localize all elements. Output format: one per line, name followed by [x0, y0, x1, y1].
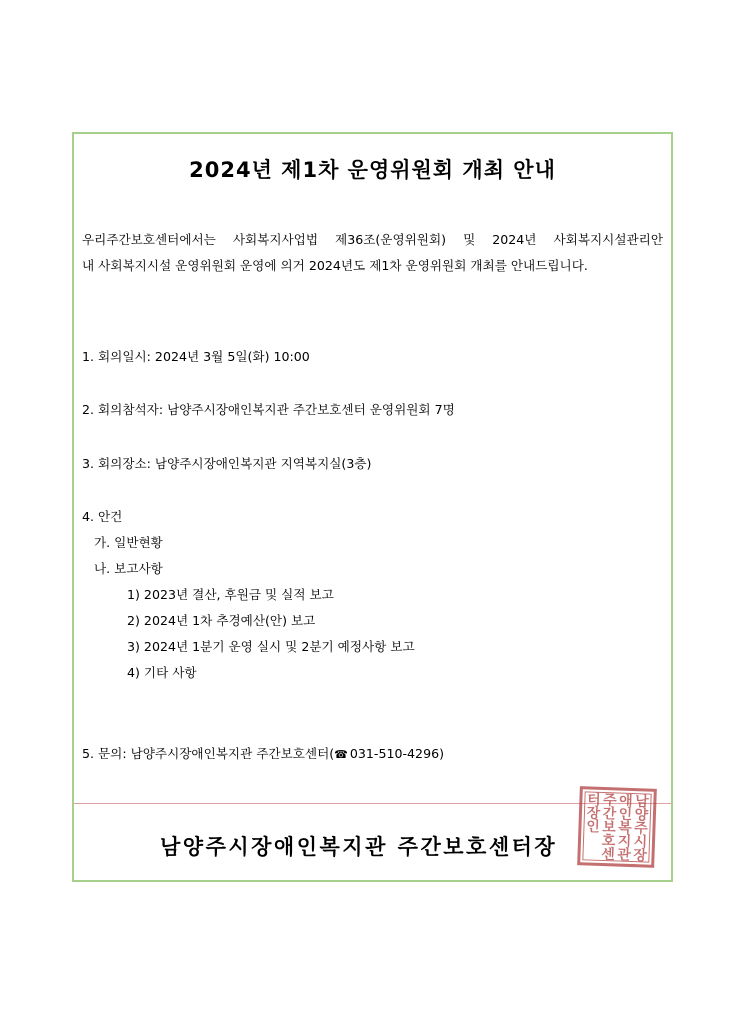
seal-character: 지	[617, 833, 632, 851]
phone-icon: ☎	[334, 748, 348, 761]
seal-character: 터	[586, 791, 601, 809]
seal-character: 장	[586, 805, 601, 822]
seal-character: 관	[616, 847, 632, 864]
report-item: 2) 2024년 1차 추경예산(안) 보고	[127, 613, 316, 628]
seal-character: 복	[617, 820, 633, 837]
item-location: 3. 회의장소: 남양주시장애인복지관 지역복지실(3층)	[82, 456, 372, 471]
item-meeting-date: 1. 회의일시: 2024년 3월 5일(화) 10:00	[82, 349, 310, 364]
item-attendees: 2. 회의참석자: 남양주시장애인복지관 주간보호센터 운영위원회 7명	[82, 402, 455, 417]
item-contact	[82, 743, 444, 762]
report-item: 3) 2024년 1분기 운영 실시 및 2분기 예정사항 보고	[127, 639, 415, 654]
seal-character: 애	[618, 793, 633, 810]
seal-character: 주	[602, 792, 617, 809]
seal-character: 남	[634, 793, 649, 811]
contact-label: 5. 문의: 남양주시장애인복지관 주간보호센터(	[82, 746, 335, 761]
notice-title: 2024년 제1차 운영위원회 개최 안내	[189, 158, 556, 182]
agenda-general-status: 가. 일반현황	[94, 535, 163, 550]
signature: 남양주시장애인복지관 주간보호센터장	[160, 835, 558, 859]
official-seal	[576, 785, 659, 870]
seal-character: 장	[632, 847, 648, 865]
report-item: 4) 기타 사항	[127, 665, 197, 680]
intro-line-2: 내 사회복지시설 운영위원회 운영에 의거 2024년도 제1차 운영위원회 개최를 안내드립니다.	[82, 258, 588, 273]
intro-paragraph	[82, 227, 663, 279]
seal-character: 인	[585, 818, 601, 836]
contact-phone: 031-510-4296)	[349, 746, 445, 761]
seal-character: 호	[601, 832, 616, 850]
notice-frame	[72, 132, 673, 882]
item-agenda: 4. 안건	[82, 509, 123, 524]
seal-character: 센	[600, 846, 616, 863]
seal-character: 시	[633, 834, 648, 851]
seal-character: 보	[601, 819, 617, 836]
seal-character: 양	[634, 807, 649, 824]
agenda-report-items: 나. 보고사항	[94, 561, 163, 576]
seal-character: 인	[618, 806, 633, 824]
report-item: 1) 2023년 결산, 후원금 및 실적 보고	[127, 587, 334, 602]
seal-character: 간	[602, 805, 617, 823]
seal-character: 주	[633, 820, 648, 838]
intro-line-1: 우리주간보호센터에서는 사회복지사업법 제36조(운영위원회) 및 2024년 사회복지시설관리안	[82, 232, 663, 247]
